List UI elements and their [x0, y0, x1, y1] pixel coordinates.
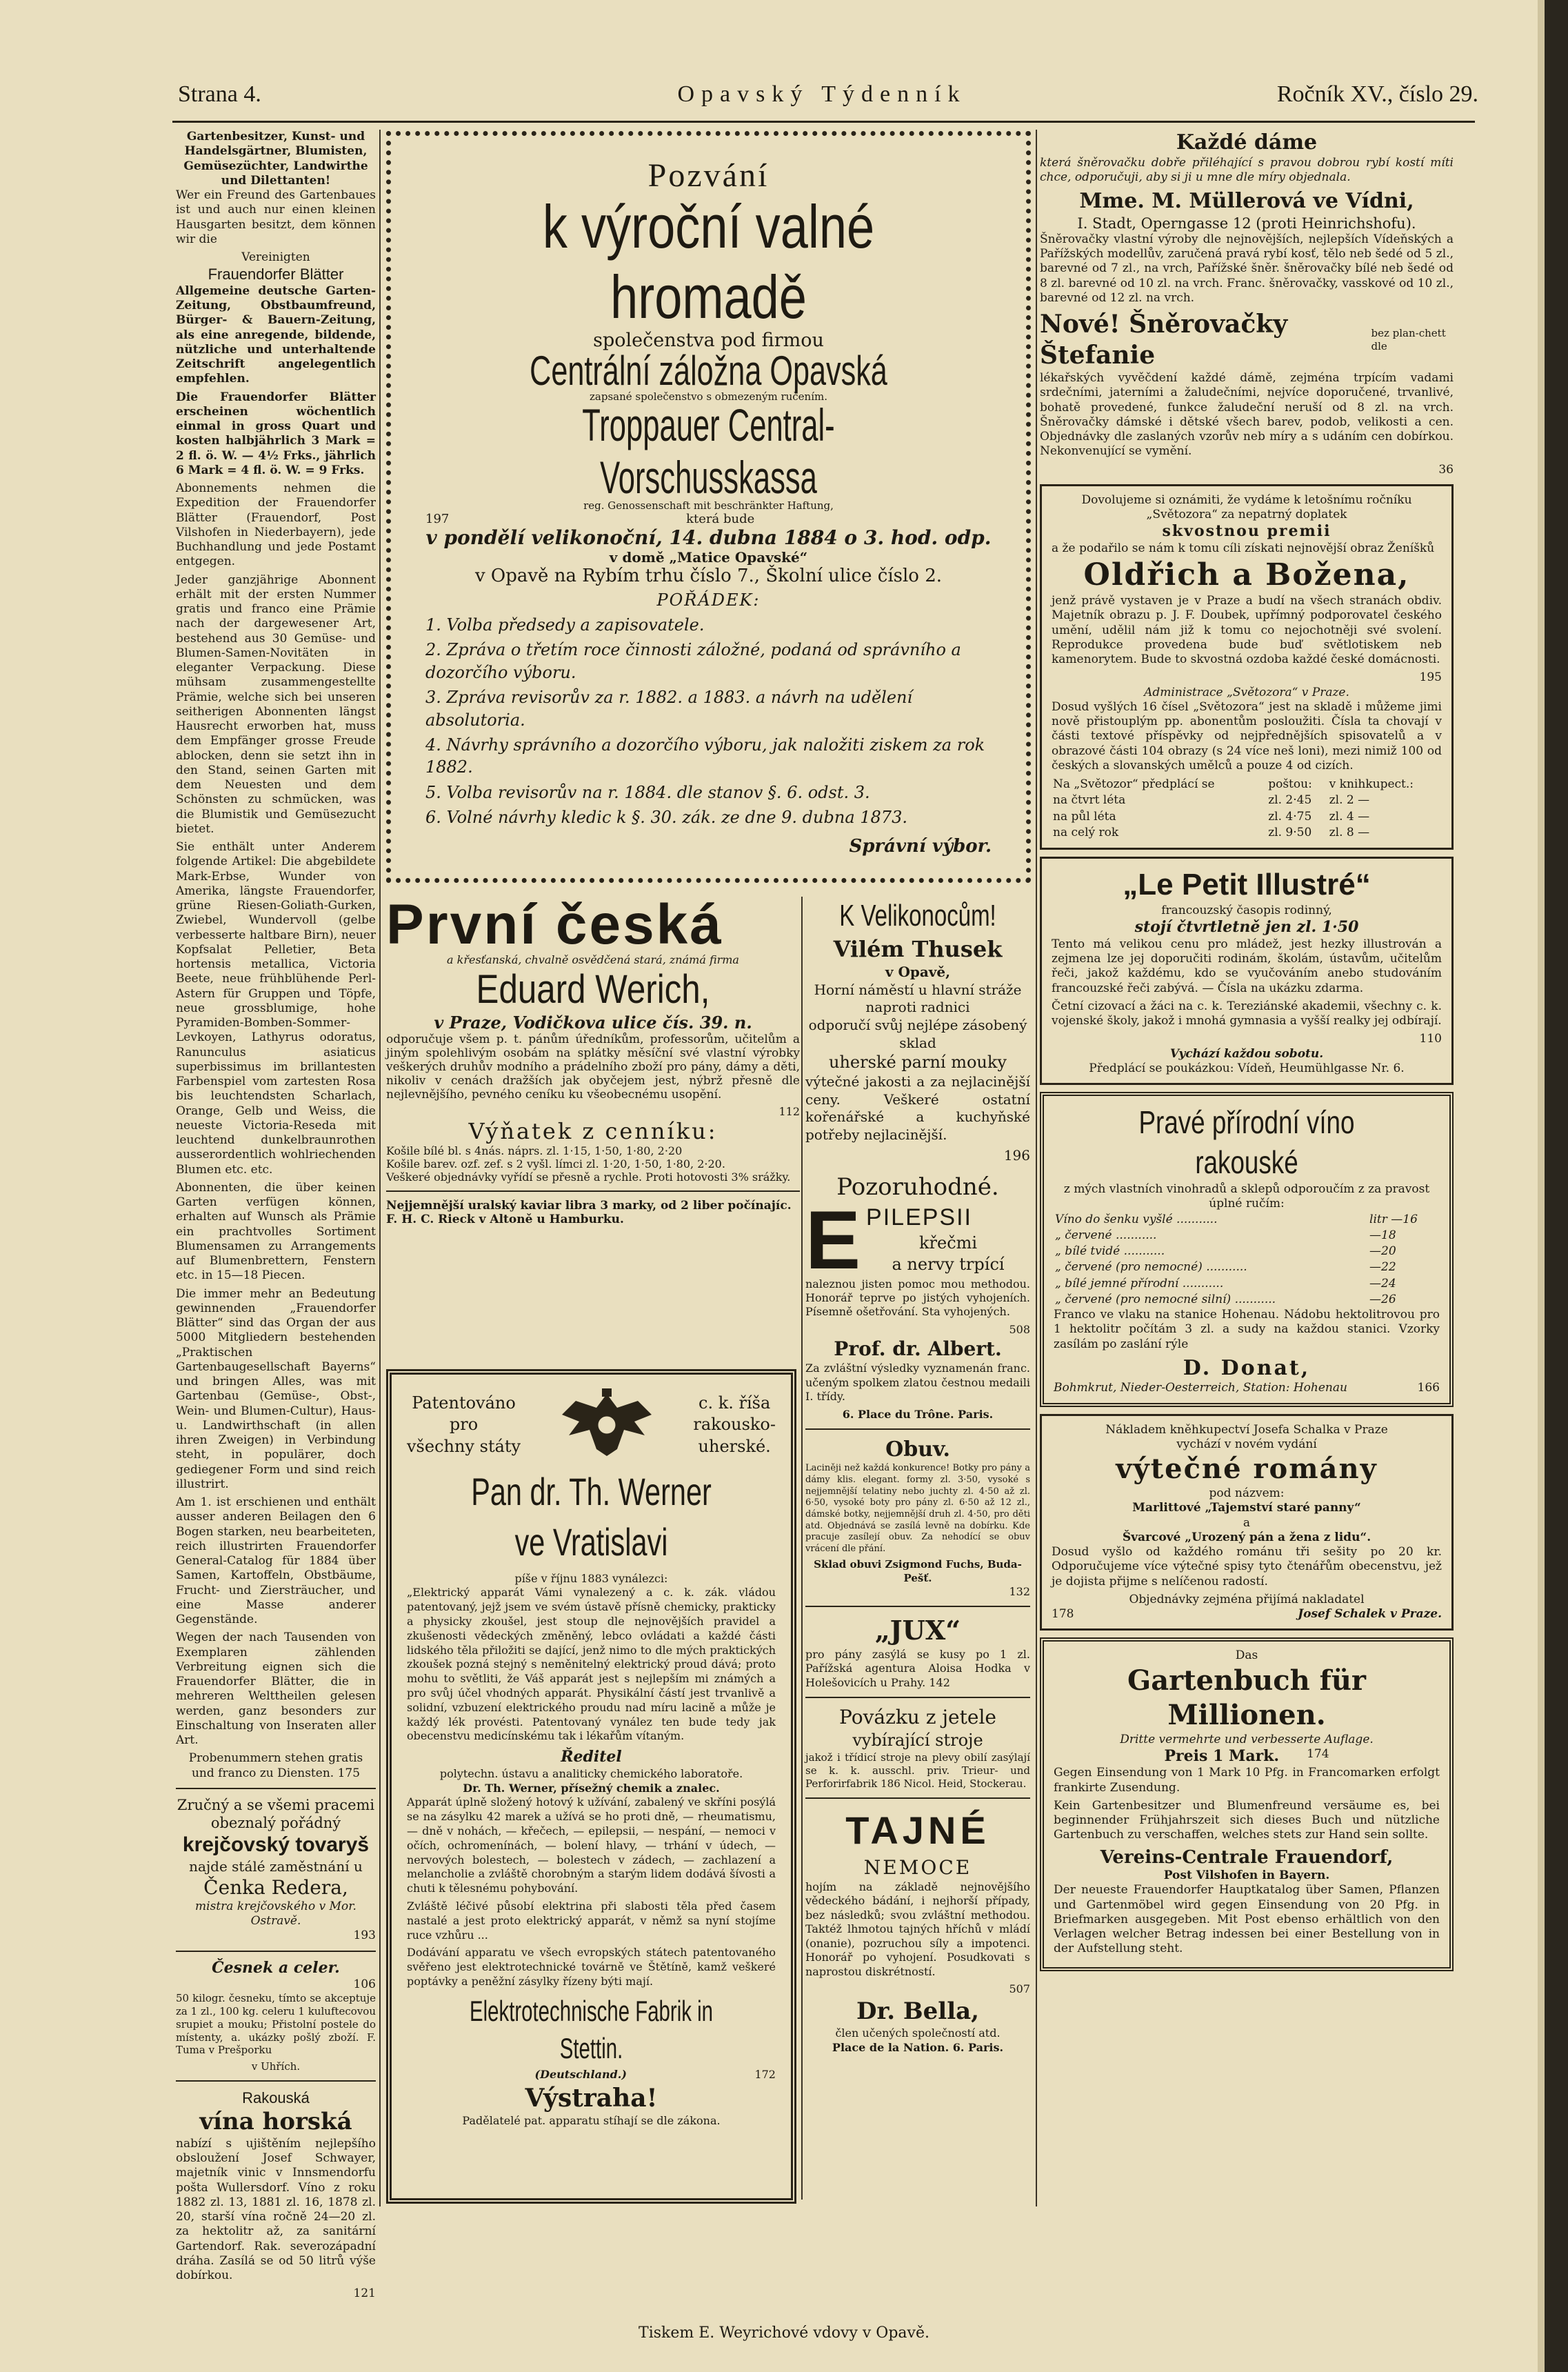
gb-edition: Dritte vermehrte und verbesserte Auflage. — [1120, 1732, 1374, 1746]
sch-line4: pod názvem: — [1209, 1486, 1285, 1500]
sch-text: Dosud vyšlo od každého románu tři sešity po 20 kr. Odporučujeme více výtečné spisy tyto čtenářům obecenstvu, jež je dojista přijme s nelíčenou radostí. — [1052, 1545, 1442, 1588]
pozvani-ad — [386, 131, 1031, 883]
werich-sub: a křesťanská, chvalně osvědčená stará, známá firma — [447, 953, 739, 966]
gb-text2: Kein Gartenbesitzer und Blumenfreund versäume es, bei beginnender Frühjahrszeit sich dieses Buch und nützliche Gartenbuch zu verschaffen, welches stets zur Hand sein sollte. — [1054, 1798, 1440, 1842]
pozvani-german-name: Troppauer Central-Vorschusskassa — [582, 399, 835, 503]
ad-number: 106 — [353, 1977, 376, 1991]
sch-line2: vychází v novém vydání — [1176, 1437, 1317, 1451]
left-column — [176, 130, 376, 2302]
jeder-paragraph: Jeder ganzjährige Abonnent erhält mit der ersten Nummer gratis und franco eine Prämie nach der dargewesener Art, bestehend aus 30 Gemüse- und Blumen-Samen-Novitäten in eleganter Verpackung. Diese mühsam zusammengestellte Prämie, welche sich bei unseren seitherigen Abonnenten längst Hausrecht erworben hat, muss dem Empfänger grosse Freude ablocken, denn sie setzt ihn in den Stand, seinen Garten mit dem Neuesten und dem Schönsten zu schmücken, was die Blumistik und Gemüsezucht bietet. — [176, 572, 376, 836]
svetozor-ad — [1040, 484, 1454, 850]
krejci-name: Čenka Redera, — [203, 1875, 348, 1899]
povazku-title1: Povázku z jetele — [839, 1706, 996, 1729]
ad-number: 132 — [1009, 1584, 1030, 1598]
am1-paragraph: Am 1. ist erschienen und enthält ausser anderen Beilagen den 6 Bogen starken, neu bearbeiteten, reich illustrirten Frauendorfer General-Catalog für 1884 über Samen, Kartoffeln, Obstbäume, Frucht- und Ziersträucher, und eine Masse anderer Gegenstände. — [176, 1495, 376, 1626]
page-number: Strana 4. — [178, 81, 261, 107]
garten-paragraph: Wer ein Freund des Gartenbaues ist und auch nur einen kleinen Hausgarten besitzt, dem können wir die — [176, 188, 376, 246]
albert-address: 6. Place du Trône. Paris. — [842, 1407, 994, 1421]
patent-line: pro — [449, 1415, 479, 1435]
immer-paragraph: Die immer mehr an Bedeutung gewinnenden „Frauendorfer Blätter“ sind das Organ der aus 5000 Mitgliedern bestehenden „Praktischen Gartenbaugesellschaft Bayerns“ und bringen Alles, was mit Gartenbau (Gemüse-, Obst-, Wein- und Blumen-Cultur), Haus- u. Landwirthschaft (in allen ihren Zweigen) in Verbindung steht, in populärer, doch gediegener Form und sind reich illustrirt. — [176, 1286, 376, 1491]
pozvani-program — [425, 614, 992, 829]
povazku-text: jakož i třídicí stroje na plevy obilí zasýlají se k. k. ausschl. priv. Trieur- und Perforirfabrik 186 Nicol. Heid, Stockerau. — [805, 1751, 1030, 1791]
table-row — [1054, 1292, 1440, 1308]
mme-text: Šněrovačky vlastní výroby dle nejnovějších, nejlepších Vídeňských a Pařížských modellův, zaručená pravá rybí kosť, tělo neb šedé od 5 zl., barevné od 7 zl., na vrch, Pařížské šněr. šněrovačky bílé neb šedé od 8 zl. barevné od 10 zl. na vrch. Franc. šněrovačky, vasskové od 10 zl., barevné od 12 zl. na vrch. — [1040, 232, 1454, 305]
patent-block — [407, 1393, 521, 1457]
ad-number: 175 — [337, 1766, 361, 1780]
epilepsie-word: PILEPSII — [866, 1204, 973, 1230]
thusek-address: Horní náměstí u hlavní stráže naproti radnici — [814, 981, 1022, 1016]
ad-number: 507 — [1009, 1982, 1030, 1996]
gb-text3: Der neueste Frauendorfer Hauptkatalog über Samen, Pflanzen und Gartenmöbel wird gegen Einsendung von 20 Pfg. in Briefmarken ausgegeben. Mit Post ebenso erhältlich von den Verlagen welcher Betrag indessen bei einer Bestellung von in der Aufstellung steht. — [1054, 1883, 1440, 1956]
werich-ad — [386, 893, 800, 1226]
krejci-line5: mistra krejčovského v Mor. Ostravě. — [195, 1899, 356, 1928]
table-row — [1054, 1228, 1440, 1244]
ad-number: 508 — [1009, 1322, 1030, 1336]
vino-text: Franco ve vlaku na stanice Hohenau. Nádobu hektolitrovou pro 1 hektolitr počítám 3 zl. a sudy na každou stanici. Vzorky zasílám po zaslání rýle — [1054, 1308, 1440, 1351]
pozvani-bude: která bude — [686, 512, 755, 526]
werich-price-title: Výňatek z cenníku: — [468, 1118, 718, 1144]
petit-subscribe: Předplácí se poukázkou: Vídeň, Heumühlgasse Nr. 6. — [1089, 1061, 1405, 1075]
petit-weekly: Vychází každou sobotu. — [1169, 1046, 1324, 1061]
thusek-ad — [805, 897, 1030, 1165]
abonnements-paragraph: Abonnements nehmen die Expedition der Frauendorfer Blätter (Frauendorf, Post Vilshofen in Niederbayern), jede Buchhandlung und jede Postamt entgegen. — [176, 481, 376, 569]
sch-line7: Švarcové „Urozený pán a žena z lidu“. — [1122, 1530, 1371, 1544]
epilepsie-heading: Pozoruhodné. — [836, 1173, 999, 1201]
zeitung-paragraph: Allgemeine deutsche Garten-Zeitung, Obstbaumfreund, Bürger- & Bauern-Zeitung, als eine anregende, bildende, nützliche und unterhaltende Zeitschrift angelegentlich empfehlen. — [176, 283, 376, 386]
petit-ad — [1040, 857, 1454, 1085]
vino-price-table — [1054, 1212, 1440, 1308]
sch-orders: Objednávky zejména přijímá nakladatel — [1129, 1592, 1365, 1606]
thusek-text: výtečné jakosti a za nejlacinější ceny. Veškeré ostatní kořenářské a kuchyňské potřeby nejlacinější. — [805, 1073, 1030, 1143]
probe-text: Probenummern stehen gratis und franco zu Diensten. — [188, 1751, 363, 1780]
column-separator — [1036, 130, 1037, 2206]
patent-line: Patentováno — [412, 1393, 516, 1413]
gb-centrale: Vereins-Centrale Frauendorf, — [1100, 1846, 1394, 1868]
epilepsie-line3: a nervy trpící — [892, 1254, 1005, 1274]
ck-line: rakousko- — [693, 1415, 776, 1435]
table-cell: —24 — [1369, 1276, 1396, 1290]
tajne-title: TAJNÉ — [845, 1808, 990, 1853]
vereinigten-text: Vereinigten — [241, 250, 310, 264]
table-row — [1054, 1212, 1440, 1228]
obuv-title: Obuv. — [885, 1437, 950, 1462]
table-cell: —22 — [1369, 1260, 1396, 1275]
pozvani-date: v pondělí velikonoční, 14. dubna 1884 o 3. hod. odp. — [425, 526, 992, 549]
petit-price: stojí čtvrtletně jen zl. 1·50 — [1134, 918, 1359, 937]
program-item: 6. Volné návrhy kledic k §. 30. zák. ze dne 9. dubna 1873. — [425, 808, 907, 828]
printer-footer: Tiskem E. Weyrichové vdovy v Opavě. — [639, 2324, 929, 2342]
bella-line1: člen učených společností atd. — [835, 2026, 1001, 2040]
table-cell: na celý rok — [1053, 825, 1119, 839]
divider — [386, 1190, 800, 1192]
sv-intro: Dovolujeme si oznámiti, že vydáme k letošnímu ročníku „Světozora“ za nepatrný doplatek — [1081, 492, 1412, 521]
thusek-town: v Opavě, — [885, 964, 951, 981]
ad-number: 166 — [1417, 1381, 1440, 1395]
petit-title: „Le Petit Illustré“ — [1123, 868, 1371, 901]
werner-intro: píše v říjnu 1883 vynálezci: — [514, 1571, 668, 1585]
sv-premium: skvostnou premii — [1162, 522, 1331, 541]
table-cell: na půl léta — [1053, 809, 1116, 824]
table-row — [1052, 825, 1442, 841]
pozvani-program-title: POŘÁDEK: — [656, 590, 761, 610]
gb-text1: Gegen Einsendung von 1 Mark 10 Pfg. in Francomarken erfolgt frankirte Zusendung. — [1054, 1766, 1440, 1795]
pozvani-address: v Opavě na Rybím trhu číslo 7., Školní ulice číslo 2. — [474, 566, 943, 586]
table-row — [1052, 777, 1442, 793]
table-row — [1052, 809, 1442, 825]
pozvani-signature: Správní výbor. — [849, 835, 992, 857]
newspaper-title: Opavský Týdenník — [677, 81, 967, 107]
table-row — [1054, 1276, 1440, 1292]
ad-number: 197 — [425, 512, 450, 526]
werner-fabrik: Elektrotechnische Fabrik in Stettin. — [470, 1994, 713, 2065]
jux-text: pro pány zasýlá se kusy po 1 zl. Pařížská agentura Aloisa Hodka v Holešovicích u Prahy. 142 — [805, 1647, 1030, 1689]
mme-name: Mme. M. Müllerová ve Vídni, — [1079, 189, 1414, 213]
gartenbuch-ad — [1040, 1637, 1454, 1971]
thusek-heading: K Velikonocům! — [839, 899, 996, 933]
table-row — [1054, 1259, 1440, 1275]
werich-price2: Košile barev. ozf. zef. s 2 vyšl. límci zl. 1·20, 1·50, 1·80, 2·20. — [386, 1157, 725, 1170]
table-row — [1054, 1244, 1440, 1259]
thusek-line5: odporučí svůj nejlépe zásobený sklad — [808, 1017, 1027, 1051]
table-row — [1052, 793, 1442, 808]
garten-heading: Gartenbesitzer, Kunst- und Handelsgärtner, Blumisten, Gemüsezüchter, Landwirthe und Dilettanten! — [183, 130, 368, 188]
vina-title1: Rakouská — [242, 2089, 310, 2106]
table-header: poštou: — [1268, 777, 1312, 791]
table-cell: zl. 4·75 — [1268, 809, 1312, 824]
vino-title: Pravé přírodní víno rakouské — [1138, 1104, 1355, 1180]
table-cell: na čtvrt léta — [1053, 793, 1126, 808]
header-rule — [172, 121, 1475, 123]
sch-line5: Marlittové „Tajemství staré panny“ — [1132, 1501, 1361, 1515]
krejci-title: krejčovský tovaryš — [182, 1833, 370, 1857]
povazku-title2: vybírající stroje — [852, 1731, 983, 1751]
probe-paragraph — [176, 1751, 376, 1781]
kazde-text: která šněrovačku dobře přiléhající s pravou dobrou rybí kostí míti chce, odporučuji, aby si ji u mne dle míry objednala. — [1040, 155, 1454, 184]
ck-block — [693, 1393, 776, 1457]
cesnek-place: v Uhřích. — [251, 2060, 301, 2073]
table-cell: —26 — [1369, 1292, 1396, 1306]
werner-warning: Výstraha! — [525, 2083, 658, 2113]
table-cell: „ bílé jemné přírodní ........... — [1055, 1276, 1224, 1290]
sv-line3: a že podařilo se nám k tomu cíli získati nejnovější obraz Ženíšků — [1052, 541, 1435, 555]
albert-name: Prof. dr. Albert. — [834, 1337, 1002, 1361]
page-header — [165, 76, 1478, 117]
ad-number: 121 — [353, 2286, 376, 2301]
ad-number: 110 — [1419, 1032, 1442, 1046]
divider — [805, 1697, 1030, 1698]
donat-address: Bohmkrut, Nieder-Oesterreich, Station: Hohenau — [1054, 1381, 1347, 1395]
werich-price3: Veškeré objednávky vyřídí se přesně a rychle. Proti hotovosti 3% srážky. — [386, 1170, 791, 1184]
table-cell: zl. 9·50 — [1268, 825, 1312, 839]
pozvani-bude-line — [425, 512, 992, 526]
column-separator — [379, 130, 381, 2206]
table-cell: „ červené ........... — [1055, 1228, 1157, 1242]
vino-sub: z mých vlastních vinohradů a sklepů odporoučím z za pravost úplné ručím: — [1063, 1182, 1430, 1211]
gb-price-line — [1054, 1747, 1440, 1766]
nove-text: lékařských vyvěčdení každé dámě, zejména trpícím vadami srdečními, jaterními a žaludečními, nejvíce doporučené, trvanlivé, bohatě provedené, funkce žaludeční neruší od 8 zl. na vrch. Šněrovačky dámské i dětské všech barev, podob, velikosti a cen. Objednávky dle zaslaných vzorův neb míry a s udáním cen dobírkou. Nekonvenující se vymění. — [1040, 371, 1454, 459]
petit-text: Tento má velikou cenu pro mládež, jest hezky illustrován a zejmena lze jej doporučiti rodinám, školám, ústavům, učitelům řeči, jakož každému, kdo se vyučováním anebo studováním francouzské řeči zabývá. — Čísla na ukázku zdarma. — [1052, 937, 1442, 995]
petit-sub: francouzský časopis rodinný, — [1161, 904, 1332, 917]
right-column — [1040, 130, 1454, 1978]
ad-number: 195 — [1419, 670, 1442, 685]
thusek-name: Vilém Thusek — [833, 936, 1003, 963]
werner-letter: „Elektrický apparát Vámi vynalezený a c. k. zák. vládou patentovaný, jejž jsem ve svém ústavě přísně chemicky, prakticky a physicky zkoušel, jest stoup dle nejnovějších pravidel a zkušenosti vědeckých změněný, lebco ovládati a každé části lidského těla přiložiti se dající, jenž nimo to dle mých praktických zkoušek pozná stejný s neměnitelný elektrický proud dává; proto mohu to světliti, že Váš apparát jest s nejlepším mi známých a pro svůj účel vhodných apparát. Physikální částí jest trvanlivě a solidní, vzbuzení elektrického proudu nad míru lacině a může je každý lék provésti. Patentovaný vynález ten bude tedy jak obecenstvu medicínskému tak i lékařům vítaným. — [407, 1586, 776, 1743]
werich-name: Eduard Werich, — [476, 967, 710, 1012]
bella-address: Place de la Nation. 6. Paris. — [832, 2040, 1004, 2054]
obuv-text: Laciněji než každá konkurence! Botky pro pány a dámy klis. elegant. formy zl. 3·50, vysoké s nejjemnější telatiny nebo juchty zl. 4·50 až zl. 6·50, vysoké boty pro pány zl. 6·50 až 12 zl., dámské botky, nejjemnější druh zl. 4·50, pro děti atd. Objednává se zasílá levně na dobírku. Kde pracuje zasílejí obuv. Za nehodící se obuv vrácení dle přání. — [805, 1463, 1030, 1554]
petit-text2: Četní cizovací a žáci na c. k. Tereziánské akademii, všechny c. k. vojenské školy, jakož i mnohá gymnasia a vyšší realky jej odbírají. — [1052, 999, 1442, 1028]
vino-ad — [1040, 1092, 1454, 1407]
werich-heading: První česká — [386, 893, 723, 956]
werner-apparat: Apparát úplně složený hotový k užívání, zabalený ve skříni posýlá se na zásylku 42 marek a užívá se ho proti dně, — rheumatismu, — dně v nohách, — křečech, — epilepsii, — nespání, — nemoci v očích, ochromenínách, — bolení hlavy, — trhání v údech, — nervových bolestech, — bolestech v zádech, — zachlazení a melancholie a zvláště chorobným a starým lidem dodává šívosti a chuti k tělesnému pohybování. — [407, 1795, 776, 1895]
program-item: 1. Volba předsedy a zapisovatele. — [425, 615, 705, 635]
krejci-line1: Zručný a se všemi pracemi obeznalý pořádný — [177, 1796, 375, 1831]
table-cell: „ červené (pro nemocné) ........... — [1055, 1260, 1247, 1275]
werner-sign: Dr. Th. Werner, přísežný chemik a znalec. — [463, 1781, 720, 1795]
cesnek-text: 50 kilogr. česneku, tímto se akceptuje za 1 zl., 100 kg. celeru 1 kuluftecovou srupiet a mouku; Přistolní postele do místenty, a. ukázky pošlý zboží. F. Tuma v Prešporku — [176, 1992, 376, 2057]
obuv-signature: Sklad obuvi Zsigmond Fuchs, Buda-Pešť. — [814, 1558, 1022, 1584]
ad-number: 193 — [353, 1929, 376, 1943]
sv-text2: Dosud vyšlých 16 čísel „Světozora“ jest na skladě i můžeme jimi nově přistouplým pp. abonentům posloužiti. Čísla ta chovají v části textové příspěvky od nejpřednějších spisovatelů a v obrazové části 104 obrazy (s 24 více neš loni), mezi nimiž 100 od českých a slovanských umělců a pouze 4 od cizích. — [1052, 699, 1442, 773]
vina-text: nabízí s ujištěním nejlepšího obsloužení Josef Schwayer, majetník vinic v Innsmendorfu pošta Wullersdorf. Víno z roku 1882 zl. 13, 1881 zl. 16, 1878 zl. 20, starší vína ročně 24—20 zl. za hektolitr až, za sanitární Gartendorf. Rak. severozápadní dráha. Zasílá se od 50 litrů výše dobírkou. — [176, 2136, 376, 2282]
column-separator — [801, 897, 803, 2200]
table-cell: „ červené (pro nemocné silní) ........... — [1055, 1292, 1276, 1306]
donat-name: D. Donat, — [1183, 1355, 1311, 1380]
divider — [805, 1428, 1030, 1430]
epilepsie-text: naleznou jisten pomoc mou methodou. Honorář teprve po jistých vyhojeních. Písemně ošetřování. Sta vyhojených. — [805, 1277, 1030, 1319]
kazde-title: Každé dáme — [1176, 130, 1318, 155]
table-cell: zl. 8 — — [1329, 825, 1370, 839]
small-ads-column — [805, 1173, 1030, 2055]
jux-title: „JUX“ — [874, 1615, 961, 1646]
pozvani-german-note: reg. Genossenschaft mit beschränkter Haftung, — [583, 499, 834, 512]
divider — [176, 2080, 376, 2082]
program-item: 4. Návrhy správního a dozorčího výboru, jak naložiti ziskem za rok 1882. — [425, 735, 985, 777]
werich-address: v Praze, Vodičkova ulice čís. 39. n. — [434, 1013, 752, 1033]
table-cell: zl. 2·45 — [1268, 793, 1312, 808]
epilepsie-line2: křečmi — [918, 1233, 978, 1253]
ck-line: uherské. — [698, 1436, 771, 1456]
program-item: 2. Zpráva o třetím roce činnosti záložné, podaná od správního a dozorčího výboru. — [425, 640, 961, 682]
program-item: 5. Volba revisorův na r. 1884. dle stanov §. 6. odst. 3. — [425, 782, 870, 802]
donat-line — [1054, 1381, 1440, 1395]
sch-line6: a — [1243, 1515, 1251, 1530]
pozvani-heading: k výroční valné hromadě — [542, 192, 875, 331]
page-edge-light — [1538, 0, 1545, 2372]
patent-line: všechny státy — [407, 1436, 521, 1456]
nove-note: bez plan-chett dle — [1371, 327, 1446, 352]
divider — [176, 1951, 376, 1952]
sv-text: jenž právě vystaven je v Praze a budí na všech stranách obdiv. Majetník obrazu p. J. F. Doubek, upřímný podporovatel českého umění, udělil nám již k tomu co nejochotněji své svolení. Reprodukce provedena bude buď světlotiskem neb kamenorytem. Bude to skvostná ozdoba každé české domácnosti. — [1052, 594, 1442, 666]
page-edge-shadow — [1545, 0, 1568, 2372]
eagle-emblem-icon — [555, 1387, 659, 1463]
sv-price-table — [1052, 777, 1442, 841]
sch-sign-line — [1052, 1607, 1442, 1622]
gb-title: Gartenbuch für Millionen. — [1127, 1664, 1366, 1731]
table-cell: —20 — [1369, 1244, 1396, 1258]
mme-address: I. Stadt, Operngasse 12 (proti Heinrichshofu). — [1077, 215, 1416, 232]
divider — [805, 1606, 1030, 1607]
epilepsie-initial: E — [805, 1202, 861, 1277]
krejci-line3: najde stálé zaměstnání u — [189, 1857, 363, 1875]
thusek-product: uherské parní mouky — [829, 1053, 1007, 1073]
sch-title: výtečné romány — [1116, 1453, 1378, 1485]
blatter-title: Frauendorfer Blätter — [208, 266, 344, 283]
pozvani-house: v domě „Matice Opavské“ — [609, 549, 808, 566]
werner-last: Padělatelé pat. apparatu stíhají se dle zákona. — [462, 2114, 721, 2128]
epilepsie-block — [805, 1203, 1030, 1277]
gb-das: Das — [1235, 1648, 1258, 1663]
werich-price1: Košile bílé bl. s 4nás. náprs. zl. 1·15, 1·50, 1·80, 2·20 — [386, 1144, 683, 1157]
issue-volume: Ročník XV., číslo 29. — [1276, 81, 1478, 107]
tajne-text: hojím na základě nejnovějšího vědeckého bádání, i nejhorší případy, bez následků; svou zvláštní methodou. Taktéž lhmotou tajných hříchů v mládí (onanie), pozruchou síly a impotenci. Honorář po vyhojení. Posudkovati s naprostou diskrétností. — [805, 1880, 1030, 1978]
pozvani-firm-line: společenstva pod firmou — [593, 330, 824, 351]
ad-number: 172 — [754, 2067, 776, 2081]
table-header: Na „Světozor“ předplácí se — [1053, 777, 1215, 791]
albert-text: Za zvláštní výsledky vyznamenán franc. učeným spolkem zlatou čestnou medaili I. třídy. — [805, 1362, 1030, 1404]
table-cell: „ bílé tvidé ........... — [1055, 1244, 1165, 1258]
werner-ad — [386, 1369, 796, 2204]
schalek-ad — [1040, 1414, 1454, 1631]
cesnek-title: Česnek a celer. — [212, 1958, 340, 1977]
werich-text: odporučuje všem p. t. pánům úředníkům, professorům, učitelům a jiným spolehlivým osobám na splátky měsíční své vlastní výrobky veškerých druhův modního a prádelního zboží pro pány, dámy a děti, nikoliv v cenách dražších jak obyčejem jest, nýbrž přesně dle nejlevnějšího, pevného ceníku ku všeobecnému usopění. — [386, 1033, 800, 1102]
table-cell: zl. 2 — — [1329, 793, 1370, 808]
kaviar-ad: Nejjemnější uralský kaviar libra 3 marky, od 2 liber počínajíc. F. H. C. Rieck v Altoně u Hamburku. — [386, 1199, 792, 1226]
werner-dodavani: Dodávání apparatu ve všech evropských státech patentovaného svěřeno jest elektrotechnické továrně ve Štětíně, kamž veškeré poptávky a peněžní zásylky řízeny býti mají. — [407, 1946, 776, 1988]
sch-line1: Nákladem kněhkupectví Josefa Schalka v Praze — [1105, 1422, 1388, 1437]
ad-number: 36 — [1438, 462, 1454, 477]
ad-number: 112 — [778, 1105, 800, 1118]
abonnenten-paragraph: Abonnenten, die über keinen Garten verfügen können, erhalten auf Wunsch als Prämie ein prachtvolles Sortiment Blumensamen zu Arrangements auf Blumenbrettern, Fenstern etc. in 15—18 Piecen. — [176, 1180, 376, 1283]
werner-deutsch: (Deutschland.) — [534, 2067, 627, 2081]
ad-number: 174 — [1307, 1746, 1329, 1761]
ad-number: 178 — [1052, 1607, 1074, 1621]
divider — [176, 1788, 376, 1789]
erscheinen-paragraph: Die Frauendorfer Blätter erscheinen wöchentlich einmal in gross Quart und kosten halbjährlich 3 Mark = 2 fl. ö. W. — 4½ Frks., jährlich 6 Mark = 4 fl. ö. W. = 9 Frks. — [176, 390, 376, 477]
nove-heading — [1040, 309, 1454, 371]
gb-price: Preis 1 Mark. — [1164, 1746, 1280, 1765]
ck-line: c. k. říša — [698, 1393, 771, 1413]
werner-deutsch-line — [407, 2068, 776, 2082]
sch-sign: Josef Schalek v Praze. — [1298, 1607, 1442, 1621]
table-cell: zl. 4 — — [1329, 809, 1370, 824]
tajne-subtitle: NEMOCE — [863, 1856, 972, 1880]
table-header: v knihkupect.: — [1329, 777, 1414, 791]
program-item: 3. Zpráva revisorův za r. 1882. a 1883. a návrh na udělení absolutoria. — [425, 688, 913, 730]
pozvani-firm-name: Centrální záložna Opavská — [530, 348, 887, 394]
nove-title: Nové! Šněrovačky Štefanie — [1040, 310, 1288, 370]
werner-title: Pan dr. Th. Werner ve Vratislavi — [471, 1470, 712, 1564]
werner-top — [407, 1387, 776, 1463]
sv-admin: Administrace „Světozora“ v Praze. — [1144, 685, 1349, 699]
table-cell: —18 — [1369, 1228, 1396, 1242]
werner-zvlaste: Zvláště léčivé působí elektrina při slabosti těla před časem nastalé a jest proto elektrický apparát, v němž sa nyní stojíme ruce vzhůru ... — [407, 1899, 776, 1942]
divider — [805, 1797, 1030, 1799]
pozvani-title: Pozvání — [647, 157, 770, 194]
table-cell: Víno do šenku vyšlé ........... — [1055, 1212, 1218, 1226]
bella-name: Dr. Bella, — [856, 1997, 980, 2025]
pozvani-firm-note: zapsané společenstvo s obmezeným ručením. — [590, 390, 827, 403]
table-cell: litr —16 — [1369, 1212, 1418, 1226]
ad-number: 196 — [1003, 1147, 1030, 1164]
werner-reditel: Ředitel — [561, 1748, 622, 1766]
wegen-paragraph: Wegen der nach Tausenden von Exemplaren zählenden Verbreitung eignen sich die Frauendorfer Blätter, die in mehreren Welttheilen gelesen werden, ganz besonders zur Einschaltung von Inseraten aller Art. — [176, 1631, 376, 1747]
vina-title2: vína horská — [199, 2108, 352, 2136]
enthalt-paragraph: Sie enthält unter Anderem folgende Artikel: Die abgebildete Mark-Erbse, Wunder von Amerika, längste Frauendorfer, grüne Riesen-Goliath-Gurken, Zwiebel, Wundervoll (gelbe verbesserte haltbare Birn), neuer Kopfsalat Pelletier, Beta hortensis metallica, Victoria Beete, neue frühblühende Perl-Astern für Gruppen und Töpfe, neue grossblumige, hohe Pyramiden-Bomben-Sommer-Levkoyen, Lathyrus odoratus, Ranunculus asiaticus superbissimus im brillantesten Farbenspiel vom zartesten Rosa bis leuchtendsten Scharlach, Orange, Gelb und Weiss, die neueste Victoria-Reseda mit leuchtend dunkelbraunrothen ausserordentlich wohlriechenden Blumen etc. etc. — [176, 840, 376, 1177]
sv-painting-title: Oldřich a Božena, — [1083, 557, 1410, 592]
gb-post: Post Vilshofen in Bayern. — [1163, 1868, 1330, 1882]
werner-inst: polytechn. ústavu a analiticky chemického laboratoře. — [439, 1766, 743, 1780]
